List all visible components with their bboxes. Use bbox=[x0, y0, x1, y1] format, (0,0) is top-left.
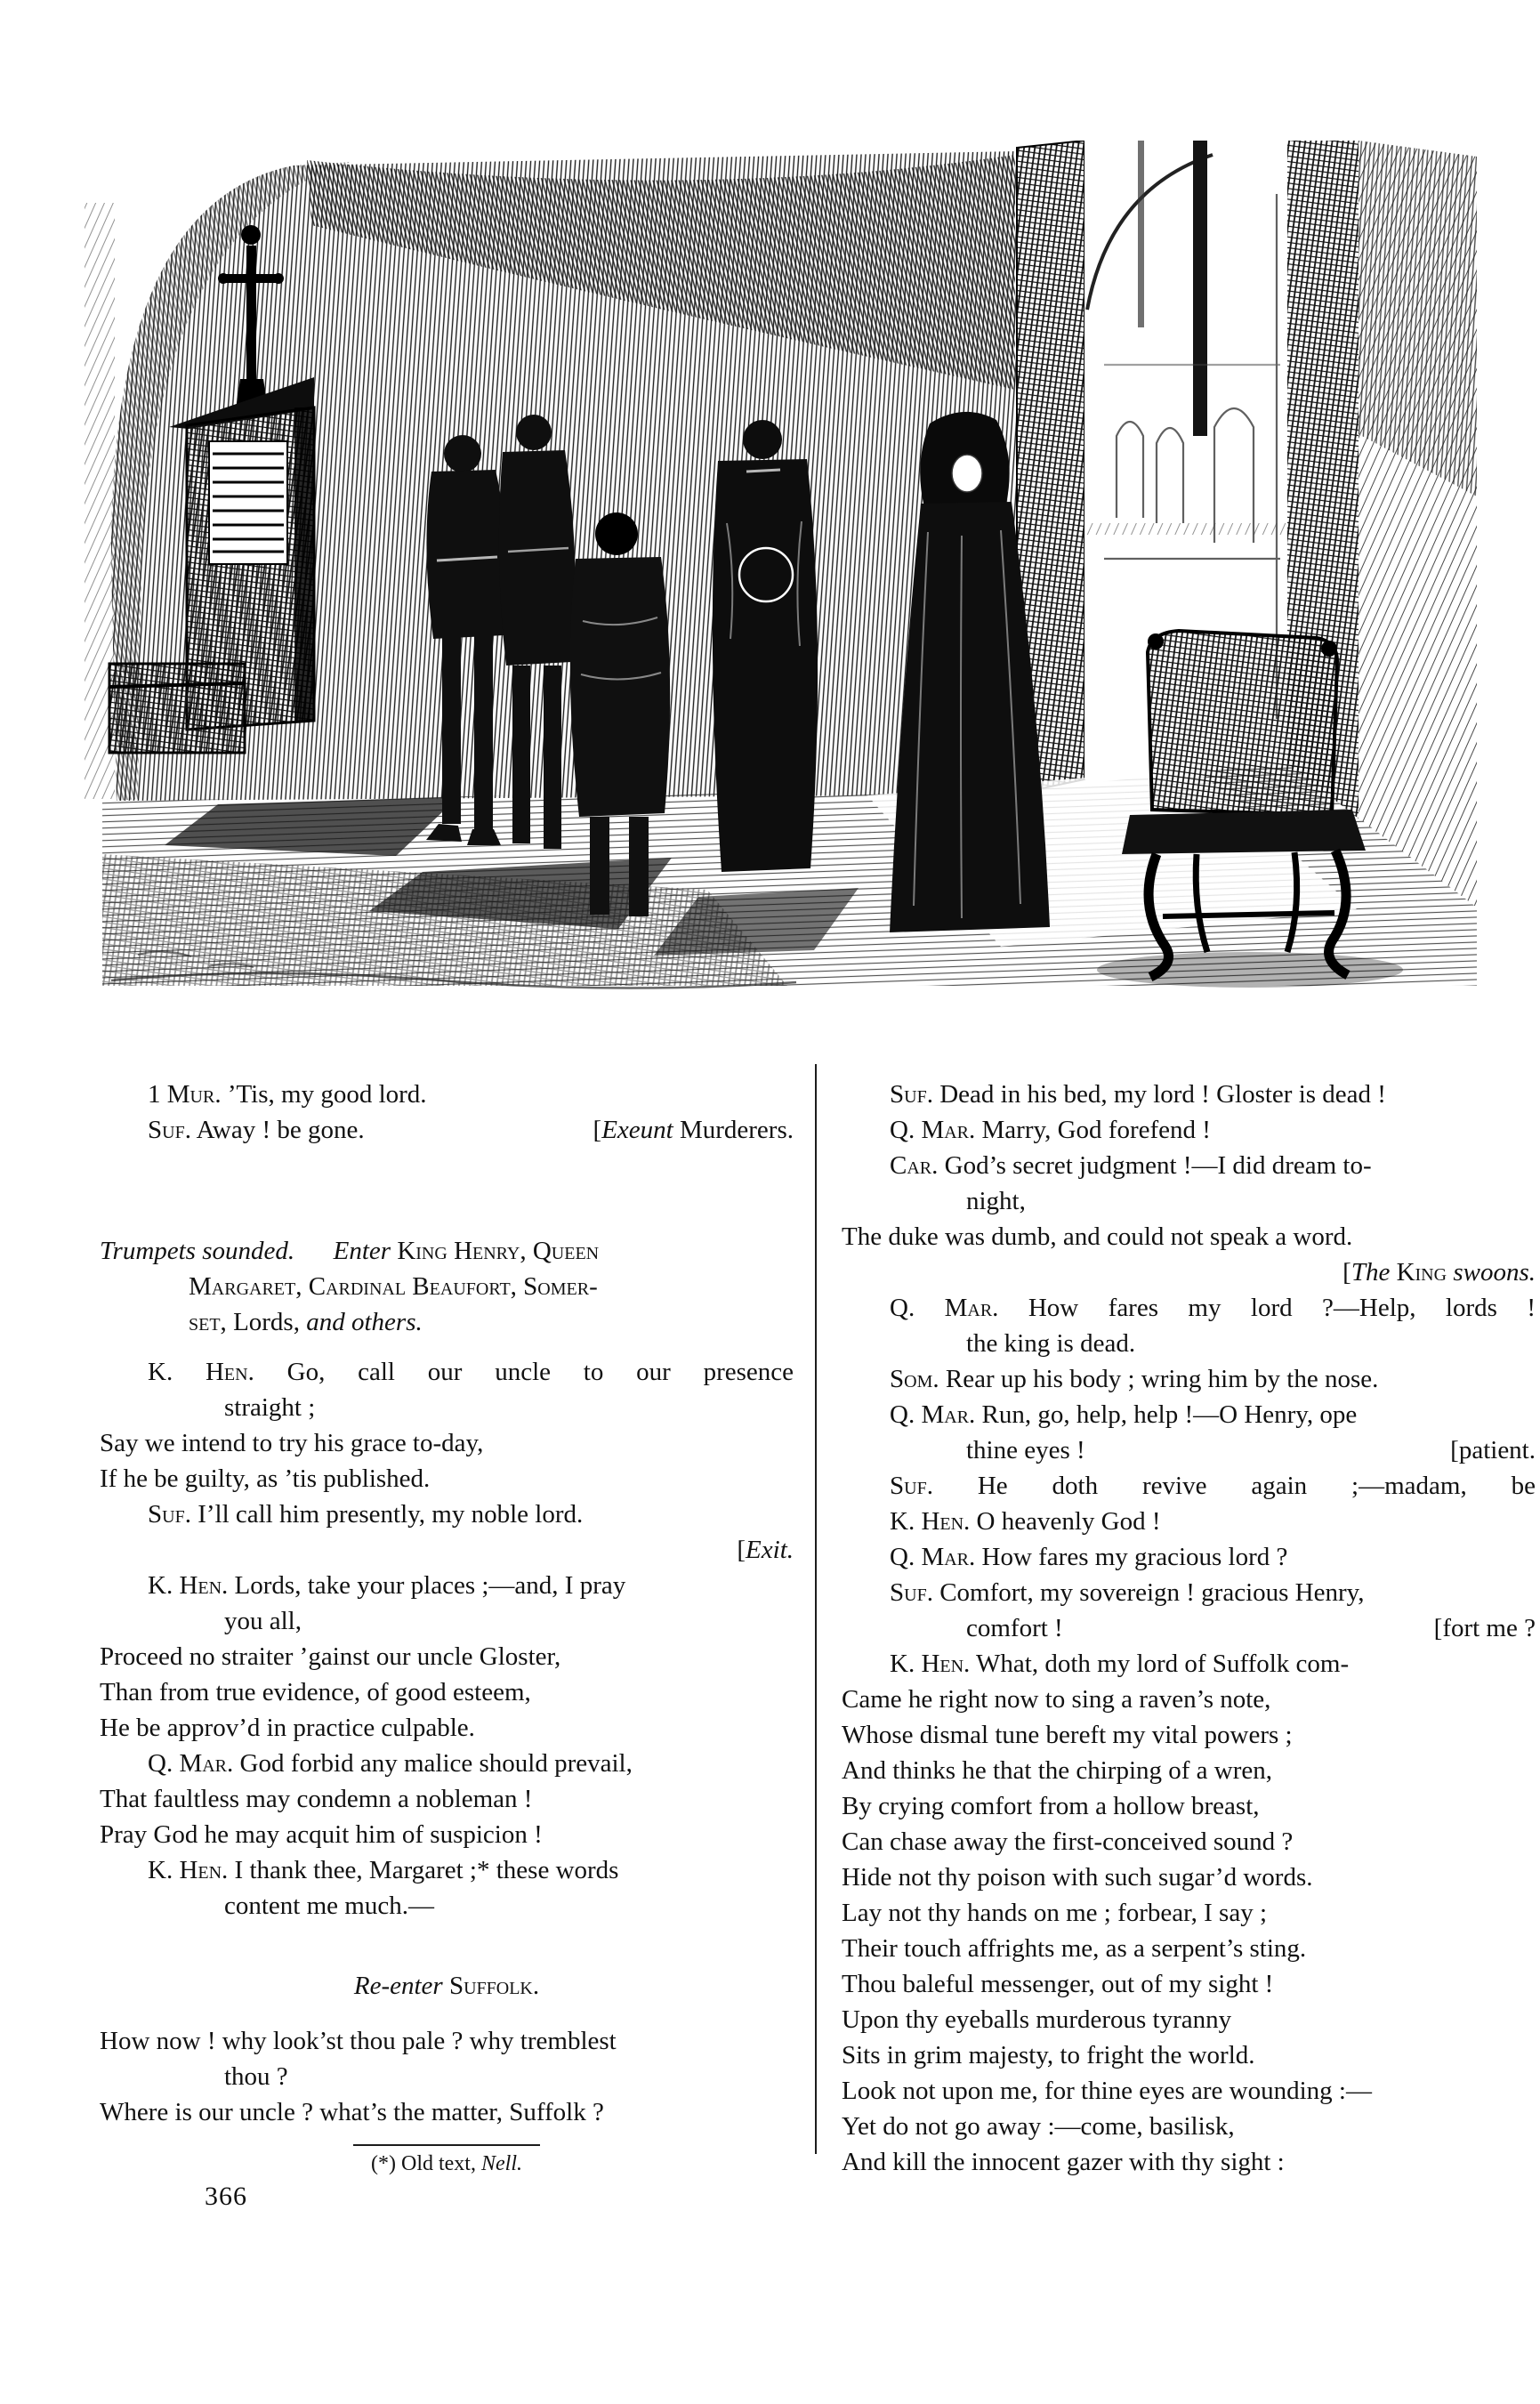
text-line: How now ! why look’st thou pale ? why tremblest bbox=[100, 2027, 617, 2055]
text-line: thine eyes ! [patient. bbox=[842, 1432, 1536, 1468]
text-line: Suf. Comfort, my sovereign ! gracious Henry, bbox=[890, 1578, 1365, 1607]
text-line: Q. Mar. How fares my lord ?—Help, lords ! bbox=[890, 1294, 1536, 1322]
text-line: night, bbox=[966, 1187, 1026, 1215]
footnote-text: (*) Old text, bbox=[371, 2152, 481, 2175]
text-line: Look not upon me, for thine eyes are wounding :— bbox=[842, 2077, 1372, 2105]
page-number: 366 bbox=[205, 2182, 247, 2211]
text-line: [The King swoons. bbox=[1342, 1258, 1536, 1287]
text-line: K. Hen. I thank thee, Margaret ;* these words bbox=[148, 1856, 619, 1884]
engraving-illustration bbox=[85, 141, 1477, 990]
text-line: Margaret, Cardinal Beaufort, Somer- bbox=[189, 1272, 598, 1301]
chest bbox=[109, 664, 245, 753]
text-line: Q. Mar. Marry, God forefend ! bbox=[890, 1116, 1211, 1144]
text-line: content me much.— bbox=[224, 1892, 434, 1920]
footnote-italic-word: Nell. bbox=[480, 2152, 522, 2175]
text-line: Upon thy eyeballs murderous tyranny bbox=[842, 2005, 1232, 2034]
text-line: Whose dismal tune bereft my vital powers ; bbox=[842, 1721, 1293, 1749]
text-line: The duke was dumb, and could not speak a word. bbox=[842, 1222, 1353, 1251]
text-line: the king is dead. bbox=[966, 1329, 1136, 1358]
text-line: Som. Rear up his body ; wring him by the nose. bbox=[890, 1365, 1379, 1393]
text-line: Suf. Away ! be gone. [Exeunt Murderers. bbox=[100, 1112, 794, 1148]
text-line: Thou baleful messenger, out of my sight ! bbox=[842, 1970, 1274, 1998]
text-line: Their touch affrights me, as a serpent’s sting. bbox=[842, 1934, 1307, 1963]
text-line: Car. God’s secret judgment !—I did dream to- bbox=[890, 1151, 1372, 1180]
text-line: Sits in grim majesty, to fright the world. bbox=[842, 2041, 1255, 2069]
text-line: you all, bbox=[224, 1607, 302, 1635]
stage-direction-tag: [patient. bbox=[1450, 1436, 1536, 1464]
text-column-left bbox=[100, 1077, 794, 2178]
text-line: Q. Mar. How fares my gracious lord ? bbox=[890, 1543, 1288, 1571]
text-line: Proceed no straiter ’gainst our uncle Gloster, bbox=[100, 1642, 561, 1671]
text-line: And kill the innocent gazer with thy sight : bbox=[842, 2148, 1285, 2176]
text-line: K. Hen. Lords, take your places ;—and, I pray bbox=[148, 1571, 626, 1600]
text-line: And thinks he that the chirping of a wren, bbox=[842, 1756, 1273, 1785]
text-line: 1 Mur. ’Tis, my good lord. bbox=[148, 1080, 427, 1109]
stage-direction-tag: [fort me ? bbox=[1433, 1614, 1536, 1642]
text-line: Q. Mar. Run, go, help, help !—O Henry, ope bbox=[890, 1400, 1358, 1429]
text-line: comfort ! [fort me ? bbox=[842, 1610, 1536, 1646]
illustration-svg bbox=[85, 141, 1477, 990]
text-line: Hide not thy poison with such sugar’d words. bbox=[842, 1863, 1313, 1892]
right-column-lines bbox=[842, 1077, 1536, 2180]
text-line: straight ; bbox=[224, 1393, 316, 1422]
left-column-lines bbox=[100, 1077, 794, 2130]
text-line: set, Lords, and others. bbox=[189, 1308, 423, 1336]
text-line: K. Hen. Go, call our uncle to our presence bbox=[148, 1358, 794, 1386]
text-column-right bbox=[842, 1077, 1536, 2180]
text-line: Q. Mar. God forbid any malice should prevail, bbox=[148, 1749, 633, 1778]
text-line: Where is our uncle ? what’s the matter, Suffolk ? bbox=[100, 2098, 604, 2126]
text-line: Suf. He doth revive again ;—madam, be bbox=[890, 1472, 1536, 1500]
text-line: Than from true evidence, of good esteem, bbox=[100, 1678, 531, 1706]
text-line: K. Hen. What, doth my lord of Suffolk com- bbox=[890, 1650, 1350, 1678]
text-line: Trumpets sounded. Enter King Henry, Queen bbox=[100, 1237, 600, 1265]
text-line: Came he right now to sing a raven’s note, bbox=[842, 1685, 1271, 1714]
text-line: [Exit. bbox=[737, 1536, 794, 1564]
text-line: If he be guilty, as ’tis published. bbox=[100, 1464, 431, 1493]
text-line: Pray God he may acquit him of suspicion ! bbox=[100, 1820, 543, 1849]
text-line: Can chase away the first-conceived sound ? bbox=[842, 1827, 1294, 1856]
text-line: Suf. I’ll call him presently, my noble lord. bbox=[148, 1500, 584, 1529]
text-line: By crying comfort from a hollow breast, bbox=[842, 1792, 1260, 1820]
footnote bbox=[100, 2150, 794, 2178]
text-line: thou ? bbox=[224, 2062, 288, 2091]
text-line: Yet do not go away :—come, basilisk, bbox=[842, 2112, 1235, 2141]
text-line: That faultless may condemn a nobleman ! bbox=[100, 1785, 533, 1813]
stage-direction-tag: [Exeunt Murderers. bbox=[593, 1116, 794, 1144]
text-line: Say we intend to try his grace to-day, bbox=[100, 1429, 484, 1457]
text-line: K. Hen. O heavenly God ! bbox=[890, 1507, 1161, 1536]
column-divider bbox=[815, 1064, 817, 2154]
footnote-rule bbox=[353, 2144, 540, 2146]
suffolk-figure bbox=[713, 420, 818, 872]
text-line: He be approv’d in practice culpable. bbox=[100, 1714, 475, 1742]
text-line: Re-enter Suffolk. bbox=[353, 1972, 540, 2000]
text-line: Lay not thy hands on me ; forbear, I say ; bbox=[842, 1899, 1268, 1927]
text-line: Suf. Dead in his bed, my lord ! Gloster is dead ! bbox=[890, 1080, 1386, 1109]
